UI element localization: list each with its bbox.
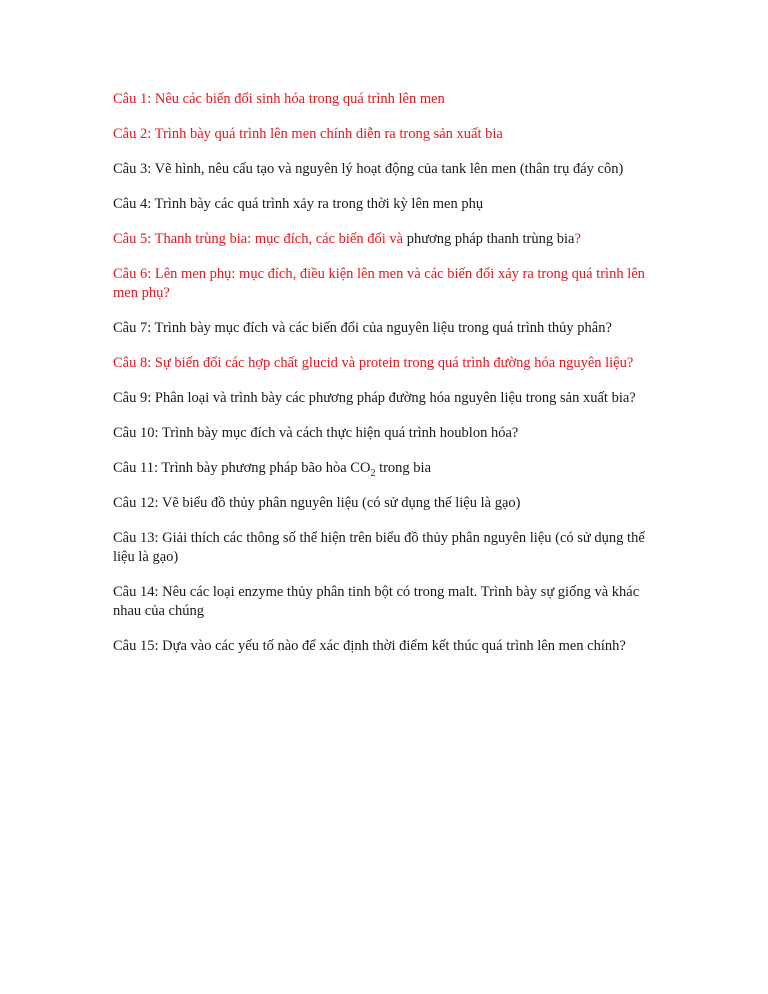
- question-15: [113, 637, 653, 656]
- question-13: [113, 529, 653, 567]
- question-5: [113, 230, 653, 249]
- question-5-question-mark: ?: [574, 231, 581, 247]
- question-9: [113, 389, 653, 408]
- question-5-text-black: phương pháp thanh trùng bia: [406, 231, 575, 247]
- question-14-text: Câu 14: Nêu các loại enzyme thủy phân tinh bột có trong malt. Trình bày sự giống và khác nhau của chúng: [113, 584, 640, 619]
- question-14: [113, 583, 653, 621]
- question-2-text: Câu 2: Trình bày quá trình lên men chính diễn ra trong sản xuất bia: [113, 126, 503, 142]
- question-5-text-red: Câu 5: Thanh trùng bia: mục đích, các biến đổi và: [113, 231, 407, 247]
- question-7-text: Câu 7: Trình bày mục đích và các biến đổi của nguyên liệu trong quá trình thủy phân?: [113, 320, 612, 336]
- question-11-subscript: 2: [370, 467, 376, 479]
- question-4: [113, 195, 653, 214]
- question-11-text-end: trong bia: [375, 460, 432, 476]
- question-6-text: Câu 6: Lên men phụ: mục đích, điều kiện lên men và các biến đổi xảy ra trong quá trình lên men phụ?: [113, 266, 645, 301]
- question-list: [113, 90, 653, 672]
- question-3-text: Câu 3: Vẽ hình, nêu cấu tạo và nguyên lý hoạt động của tank lên men (thân trụ đáy côn): [113, 161, 624, 177]
- question-10: [113, 424, 653, 443]
- question-13-text: Câu 13: Giải thích các thông số thể hiện trên biểu đồ thủy phân nguyên liệu (có sử dụng thế liệu là gạo): [113, 530, 645, 565]
- question-11: [113, 459, 653, 478]
- question-6: [113, 265, 653, 303]
- question-11-text: Câu 11: Trình bày phương pháp bão hòa CO: [113, 460, 371, 476]
- question-8-text: Câu 8: Sự biến đổi các hợp chất glucid và protein trong quá trình đường hóa nguyên liệu?: [113, 355, 634, 371]
- question-1: [113, 90, 653, 109]
- question-15-text: Câu 15: Dựa vào các yếu tố nào để xác định thời điểm kết thúc quá trình lên men chính?: [113, 638, 626, 654]
- question-2: [113, 125, 653, 144]
- question-7: [113, 319, 653, 338]
- question-12-text: Câu 12: Vẽ biểu đồ thủy phân nguyên liệu (có sử dụng thế liệu là gạo): [113, 495, 521, 511]
- question-1-text: Câu 1: Nêu các biến đổi sinh hóa trong quá trình lên men: [113, 91, 445, 107]
- question-9-text: Câu 9: Phân loại và trình bày các phương pháp đường hóa nguyên liệu trong sản xuất bia?: [113, 390, 636, 406]
- question-12: [113, 494, 653, 513]
- question-4-text: Câu 4: Trình bày các quá trình xảy ra trong thời kỳ lên men phụ: [113, 196, 484, 212]
- question-8: [113, 354, 653, 373]
- question-3: [113, 160, 653, 179]
- question-10-text: Câu 10: Trình bày mục đích và cách thực hiện quá trình houblon hóa?: [113, 425, 519, 441]
